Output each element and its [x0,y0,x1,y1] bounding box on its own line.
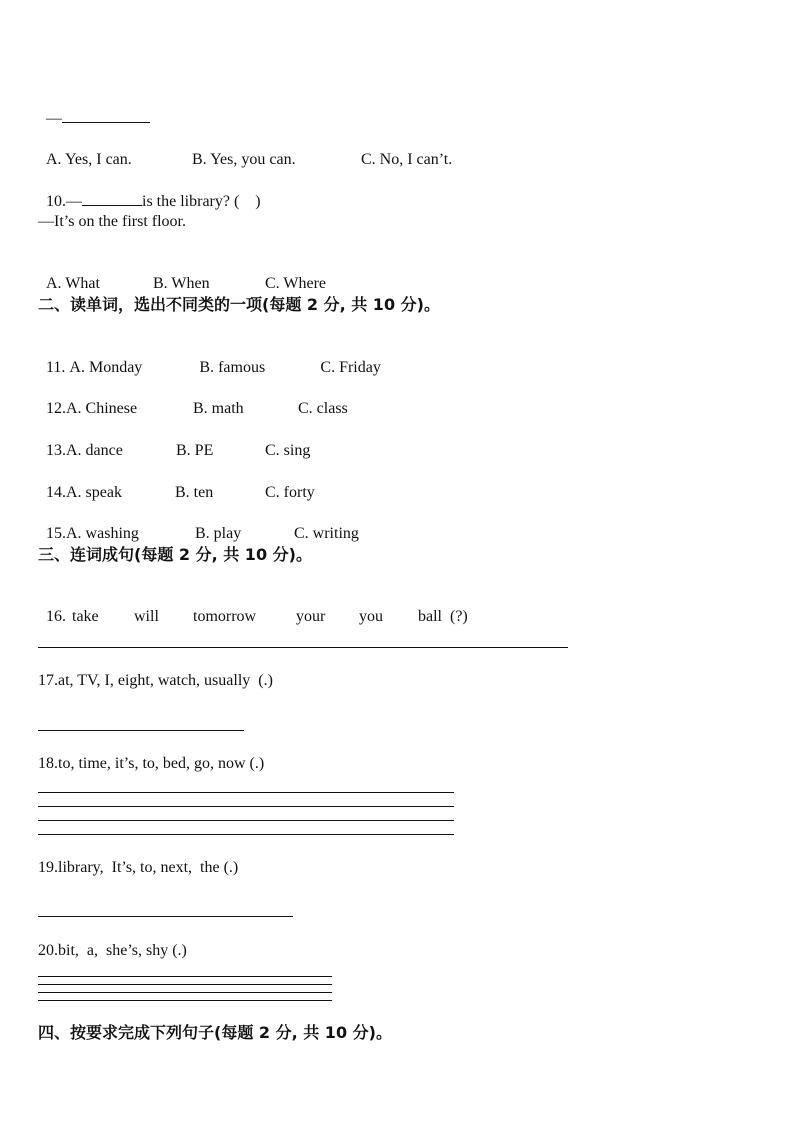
q9-option-a: A. Yes, I can. [46,151,132,168]
q14-number: 14. [46,484,66,501]
q9-option-c: C. No, I can’t. [361,151,453,168]
q9-blank[interactable] [62,108,150,123]
q16-word-4: your [296,608,326,625]
q18-answer-line-1[interactable] [38,792,454,793]
q12-option-a: A. Chinese [66,400,138,417]
q18-answer-line-2[interactable] [38,806,454,807]
q16-word-6: ball (?) [418,608,468,625]
q10-blank[interactable] [82,191,142,206]
q11-number: 11. [46,359,66,376]
q10-options [38,254,326,294]
q20-answer-line-3[interactable] [38,992,332,993]
q15-option-c: C. writing [294,525,359,542]
q13-option-b: B. PE [176,442,214,459]
q13-option-a: A. dance [66,442,123,459]
q9-answer-line [38,88,150,129]
q11-option-c: C. Friday [320,359,381,376]
q13-option-c: C. sing [265,442,311,459]
q10-option-a: A. What [46,275,100,292]
q10-text: is the library? ( ) [142,193,261,210]
q20: 20.bit, a, she’s, shy (.) [38,942,187,959]
q18-answer-line-4[interactable] [38,834,454,835]
q18-answer-line-3[interactable] [38,820,454,821]
section2-heading: 二、读单词，选出不同类的一项(每题 2 分, 共 10 分)。 [38,295,440,314]
q13 [38,421,310,461]
q14 [38,463,315,503]
q14-option-a: A. speak [66,484,122,501]
q17-answer-line[interactable] [38,730,244,731]
q10-option-b: B. When [153,275,210,292]
q16-word-2: will [134,608,159,625]
q20-answer-line-2[interactable] [38,984,332,985]
q9-dash: — [46,110,62,127]
q11 [38,338,381,378]
q16-number: 16. [46,608,66,625]
q10-question [38,171,261,212]
q13-number: 13. [46,442,66,459]
q16-answer-line[interactable] [38,647,568,648]
q19: 19.library, It’s, to, next, the (.) [38,859,239,876]
q14-option-b: B. ten [175,484,214,501]
section4-heading: 四、按要求完成下列句子(每题 2 分, 共 10 分)。 [38,1023,392,1042]
q12-option-c: C. class [298,400,348,417]
q14-option-c: C. forty [265,484,315,501]
q16-word-5: you [359,608,383,625]
section3-heading: 三、连词成句(每题 2 分, 共 10 分)。 [38,545,312,564]
q9-options [38,130,452,170]
q17: 17.at, TV, I, eight, watch, usually (.) [38,672,273,689]
q15-option-a: A. washing [66,525,139,542]
q11-option-b: B. famous [199,359,266,376]
q11-option-a: A. Monday [69,359,143,376]
q10-answer: —It’s on the first floor. [38,213,186,230]
q15 [38,504,359,544]
q12 [38,379,348,419]
q16-word-3: tomorrow [193,608,257,625]
q10-option-c: C. Where [265,275,327,292]
q20-answer-line-4[interactable] [38,1000,332,1001]
q15-option-b: B. play [195,525,242,542]
q12-number: 12. [46,400,66,417]
q9-option-b: B. Yes, you can. [192,151,296,168]
q16 [38,587,468,627]
q16-word-1: take [72,608,99,625]
q20-answer-line-1[interactable] [38,976,332,977]
q15-number: 15. [46,525,66,542]
q12-option-b: B. math [193,400,244,417]
q18: 18.to, time, it’s, to, bed, go, now (.) [38,755,265,772]
q19-answer-line[interactable] [38,916,293,917]
q10-number: 10.— [46,193,82,210]
